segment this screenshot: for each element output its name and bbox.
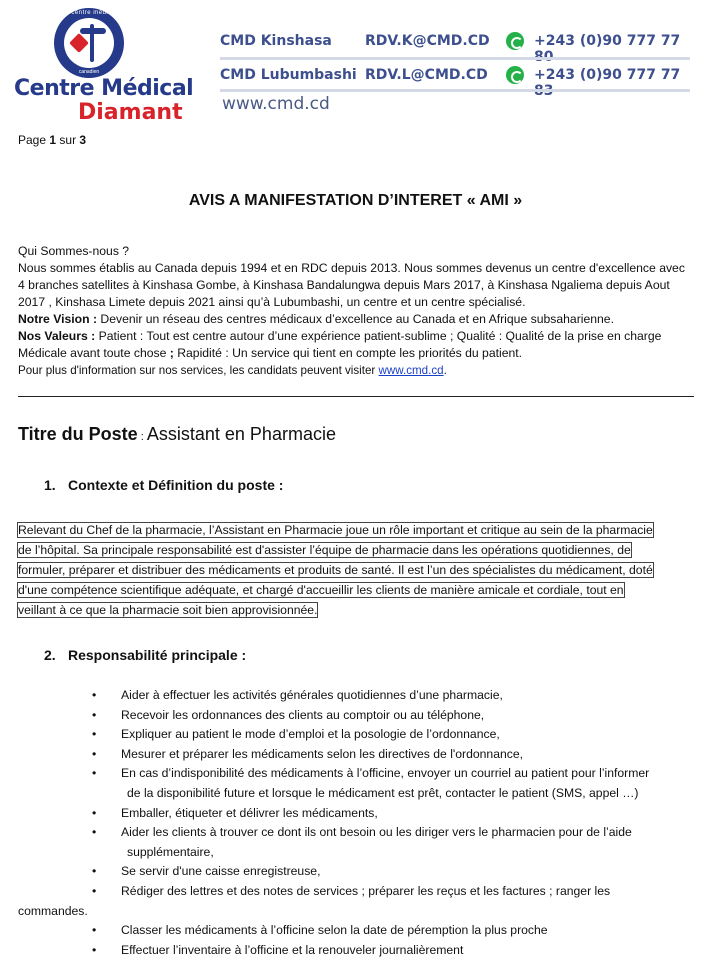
context-line: d'une compétence scientifique adéquate, et chargé d'accueillir les clients de manière amicale et cordiale, tout en — [18, 583, 624, 597]
context-line: de l’hôpital. Sa principale responsabilité est d'assister l’équipe de pharmacie dans les opérations quotidiennes, de — [18, 543, 631, 557]
whatsapp-icon — [506, 32, 524, 50]
bullet: • — [92, 688, 97, 702]
section-number: 1. — [44, 477, 56, 493]
list-item-text: Se servir d'une caisse enregistreuse, — [121, 864, 321, 879]
list-item-text: Recevoir les ordonnances des clients au comptoir ou au téléphone, — [121, 707, 485, 722]
section-heading-context — [44, 477, 283, 493]
section-title: Contexte et Définition du poste : — [68, 477, 284, 493]
contact-row-kinshasa — [220, 30, 700, 54]
vision-line — [18, 311, 698, 328]
list-item-text-cont: supplémentaire, — [127, 844, 214, 859]
values-text-2a: Médicale avant toute chose — [18, 346, 170, 360]
values-text-2b: Rapidité : Un service qui tient en compte les priorités du patient. — [173, 346, 523, 360]
values-text: Patient : Tout est centre autour d’une expérience patient-sublime ; Qualité : Qualité de la prise en charge — [95, 329, 662, 343]
list-item — [18, 725, 698, 745]
company-logo — [14, 6, 194, 125]
list-item-text: Aider à effectuer les activités générales quotidiennes d’une pharmacie, — [121, 688, 503, 702]
section-heading-responsibilities — [44, 647, 246, 663]
header-website-link[interactable]: www.cmd.cd — [222, 94, 330, 114]
list-item-text: Expliquer au patient le mode d’emploi et la posologie de l’ordonnance, — [121, 727, 500, 742]
logo-ring-top-text: Un centre médical — [60, 10, 118, 16]
list-item — [18, 764, 698, 803]
list-item-text: Mesurer et préparer les médicaments selon les directives de l'ordonnance, — [121, 746, 524, 761]
caduceus-icon — [64, 18, 114, 68]
list-item — [18, 706, 698, 726]
header-divider — [220, 57, 690, 60]
about-line: Nous sommes établis au Canada depuis 1994 et en RDC depuis 2013. Nous sommes devenus un centre d'excellence avec — [18, 261, 685, 275]
logo-name-line2: Diamant — [78, 100, 183, 125]
page-prefix: Page — [18, 133, 47, 147]
list-item-text: Emballer, étiqueter et délivrer les médicaments, — [121, 805, 378, 820]
context-paragraph — [18, 520, 686, 620]
more-info-line — [18, 362, 698, 379]
logo-name-line1: Centre Médical — [14, 76, 194, 101]
values-line — [18, 328, 698, 345]
contact-email[interactable]: RDV.L@CMD.CD — [365, 67, 488, 83]
list-item — [18, 921, 698, 941]
list-item-text: Effectuer l’inventaire à l’officine et la renouveler journalièrement — [121, 942, 464, 957]
bullet: • — [92, 707, 97, 722]
values-label: Nos Valeurs : — [18, 329, 96, 343]
vision-label: Notre Vision : — [18, 312, 98, 326]
contact-email[interactable]: RDV.K@CMD.CD — [365, 33, 490, 49]
header-divider — [220, 89, 690, 92]
list-item-text: En cas d’indisponibilité des médicaments à l’officine, envoyer un courriel au patient pour l’informer — [121, 766, 650, 781]
context-line: veillant à ce que la pharmacie soit bien approvisionnée. — [18, 603, 318, 617]
contact-phone[interactable]: +243 (0)90 777 77 — [534, 67, 681, 83]
list-item — [18, 862, 698, 882]
job-title-label: Titre du Poste — [18, 424, 138, 444]
about-line: 4 branches satellites à Kinshasa Gombe, à Kinshasa Bandalungwa depuis Mars 2017, à Kinshasa Ngaliema depuis Aout — [18, 278, 670, 292]
list-item — [18, 686, 698, 706]
bullet: • — [92, 923, 97, 938]
bullet: • — [92, 864, 97, 879]
list-item — [18, 823, 698, 862]
list-item — [18, 941, 698, 961]
document-title: AVIS A MANIFESTATION D’INTERET « AMI » — [188, 192, 523, 209]
about-line: 2017 , Kinshasa Limete depuis 2021 ainsi qu’à Lubumbashi, un centre et un centre spécialisé. — [18, 295, 526, 309]
page-total: 3 — [79, 133, 87, 147]
job-title — [18, 424, 336, 445]
values-line-2 — [18, 345, 698, 362]
context-line: Relevant du Chef de la pharmacie, l’Assistant en Pharmacie joue un rôle important et critique au sein de la pharmacie — [18, 523, 653, 537]
contact-phone[interactable]: +243 (0)90 777 77 — [534, 33, 681, 49]
intro-question: Qui Sommes-nous ? — [18, 244, 130, 258]
list-item-text: Aider les clients à trouver ce dont ils ont besoin ou les diriger vers le pharmacien pour de l’aide — [121, 825, 632, 840]
job-title-value: Assistant en Pharmacie — [146, 424, 336, 444]
list-item-text-cont: de la disponibilité future et lorsque le médicament est prêt, contacter le patient (SMS, appel …) — [127, 785, 639, 800]
section-divider — [18, 396, 694, 397]
list-item-text: Rédiger des lettres et des notes de services ; préparer les reçus et les factures ; ranger les — [121, 883, 611, 898]
section-title: Responsabilité principale : — [68, 647, 247, 663]
more-info-end: . — [443, 364, 447, 377]
more-info-text: Pour plus d'information sur nos services, les candidats peuvent visiter — [18, 364, 379, 377]
list-item-text: Classer les médicaments à l’officine selon la date de péremption la plus proche — [121, 923, 548, 938]
intro-section — [18, 243, 698, 379]
contact-city: CMD Lubumbashi — [220, 67, 357, 83]
page-number — [18, 133, 86, 147]
list-item-text-cont: commandes. — [18, 903, 88, 918]
values-separator: ; — [169, 346, 174, 360]
contact-city: CMD Kinshasa — [220, 33, 332, 49]
bullet: • — [92, 805, 97, 820]
bullet: • — [92, 766, 97, 781]
page-current: 1 — [49, 133, 57, 147]
whatsapp-icon — [506, 66, 524, 84]
list-item — [18, 804, 698, 824]
responsibilities-list — [18, 686, 698, 960]
contact-row-lubumbashi — [220, 64, 700, 88]
bullet: • — [92, 727, 97, 742]
vision-text: Devenir un réseau des centres médicaux d’excellence au Canada et en Afrique subsaharienne. — [97, 312, 614, 326]
bullet: • — [92, 746, 97, 761]
logo-ring-bottom-text: canadien — [78, 69, 100, 75]
section-number: 2. — [44, 647, 56, 663]
job-title-separator: : — [137, 431, 147, 443]
page-of: sur — [59, 133, 77, 147]
bullet: • — [92, 883, 97, 898]
maple-leaf-icon — [69, 33, 89, 53]
list-item — [18, 745, 698, 765]
context-line: formuler, préparer et distribuer des médicaments et produits de santé. Il est l’un des spécialistes du médicament, doté — [18, 563, 653, 577]
bullet: • — [92, 942, 97, 957]
list-item — [18, 882, 698, 921]
bullet: • — [92, 825, 97, 840]
website-link[interactable]: www.cmd.cd — [378, 364, 444, 377]
logo-emblem — [54, 8, 124, 78]
